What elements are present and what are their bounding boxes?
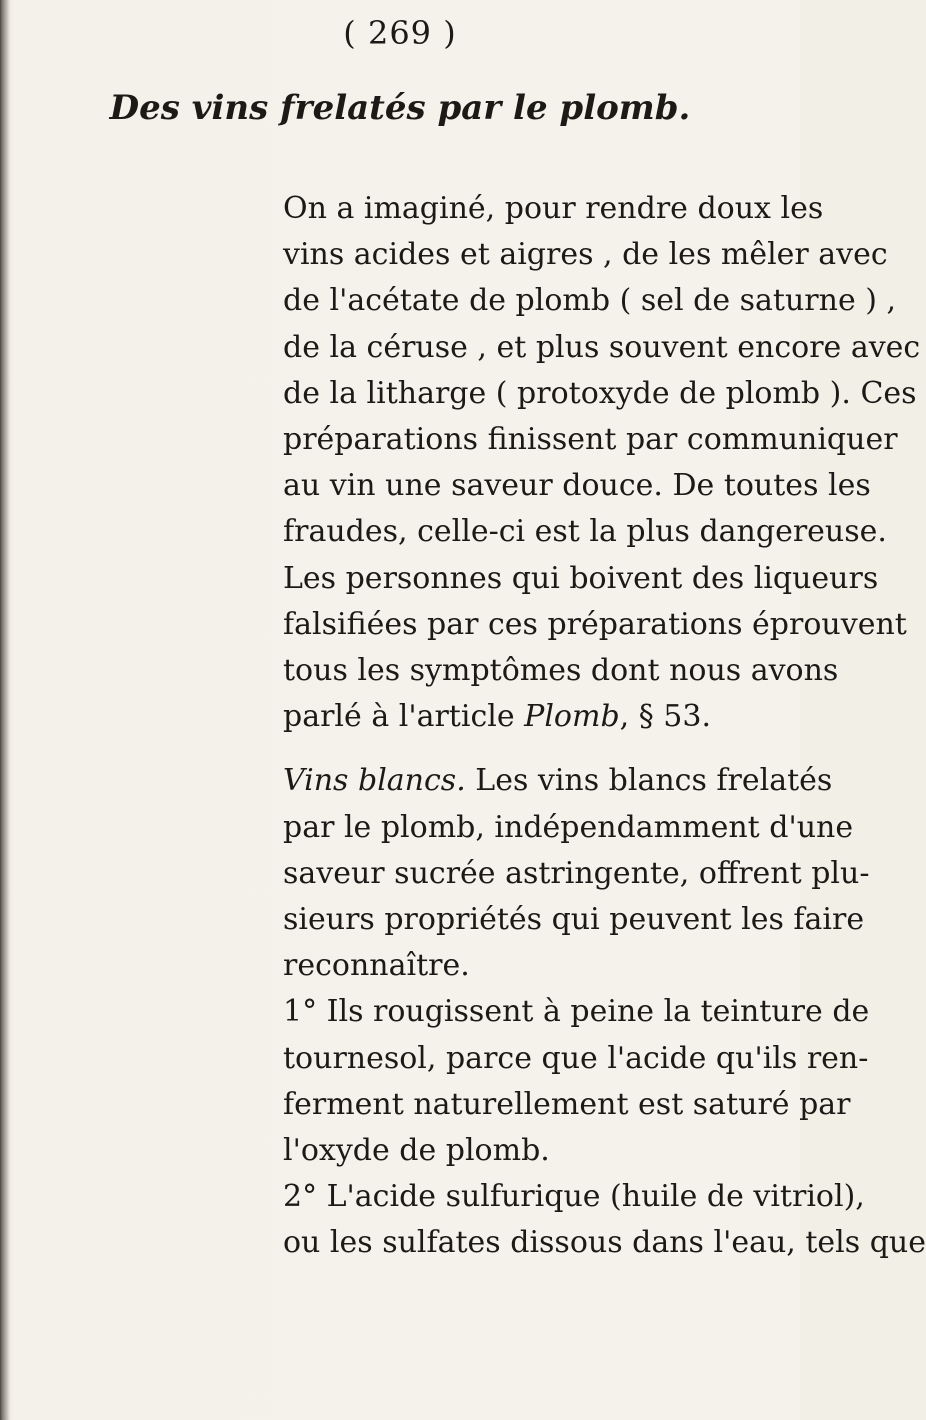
paragraph-lead: Vins blancs. bbox=[283, 763, 466, 799]
section-reference: , § 53. bbox=[619, 699, 711, 735]
page-number: ( 269 ) bbox=[343, 14, 457, 52]
text-segment: parlé à l'article bbox=[283, 699, 525, 735]
text-line: au vin une saveur douce. De toutes les bbox=[283, 468, 871, 504]
text-line: fraudes, celle-ci est la plus dangereuse. bbox=[283, 514, 887, 550]
paragraph-3 bbox=[259, 989, 870, 1174]
text-line: par le plomb, indépendamment d'une bbox=[283, 809, 854, 845]
text-line: préparations finissent par communiquer bbox=[283, 422, 898, 458]
text-line-with-lead bbox=[259, 758, 833, 804]
text-line: reconnaître. bbox=[283, 948, 470, 984]
text-line: Les personnes qui boivent des liqueurs bbox=[283, 560, 879, 596]
article-reference: Plomb bbox=[524, 699, 620, 735]
paragraph-4 bbox=[259, 1174, 926, 1266]
text-line: vins acides et aigres , de les mêler avec bbox=[283, 237, 888, 273]
text-line: de la litharge ( protoxyde de plomb ). Ces bbox=[283, 375, 917, 411]
text-line: saveur sucrée astringente, offrent plu- bbox=[283, 855, 870, 891]
text-line: ou les sulfates dissous dans l'eau, tels que bbox=[283, 1225, 926, 1261]
text-line: 1° Ils rougissent à peine la teinture de bbox=[283, 994, 870, 1030]
paragraph-1 bbox=[259, 186, 921, 740]
text-line: On a imaginé, pour rendre doux les bbox=[283, 191, 824, 226]
text-line: de l'acétate de plomb ( sel de saturne ) , bbox=[283, 283, 897, 319]
text-line: l'oxyde de plomb. bbox=[283, 1133, 550, 1169]
text-line-with-reference bbox=[259, 694, 715, 740]
body-text bbox=[259, 186, 926, 1267]
text-segment: Les vins blancs frelatés bbox=[465, 763, 833, 799]
binding-shadow bbox=[0, 0, 10, 1420]
text-line: 2° L'acide sulfurique (huile de vitriol), bbox=[283, 1179, 865, 1215]
section-title: Des vins frelatés par le plomb. bbox=[109, 88, 691, 128]
text-line: falsifiées par ces préparations éprouvent bbox=[283, 606, 907, 642]
text-line: tous les symptômes dont nous avons bbox=[283, 653, 839, 689]
paragraph-2 bbox=[259, 758, 870, 989]
text-line: ferment naturellement est saturé par bbox=[283, 1086, 851, 1122]
text-line: sieurs propriétés qui peuvent les faire bbox=[283, 902, 865, 938]
text-line: tournesol, parce que l'acide qu'ils ren- bbox=[283, 1040, 869, 1076]
text-line: de la céruse , et plus souvent encore avec bbox=[283, 329, 921, 365]
